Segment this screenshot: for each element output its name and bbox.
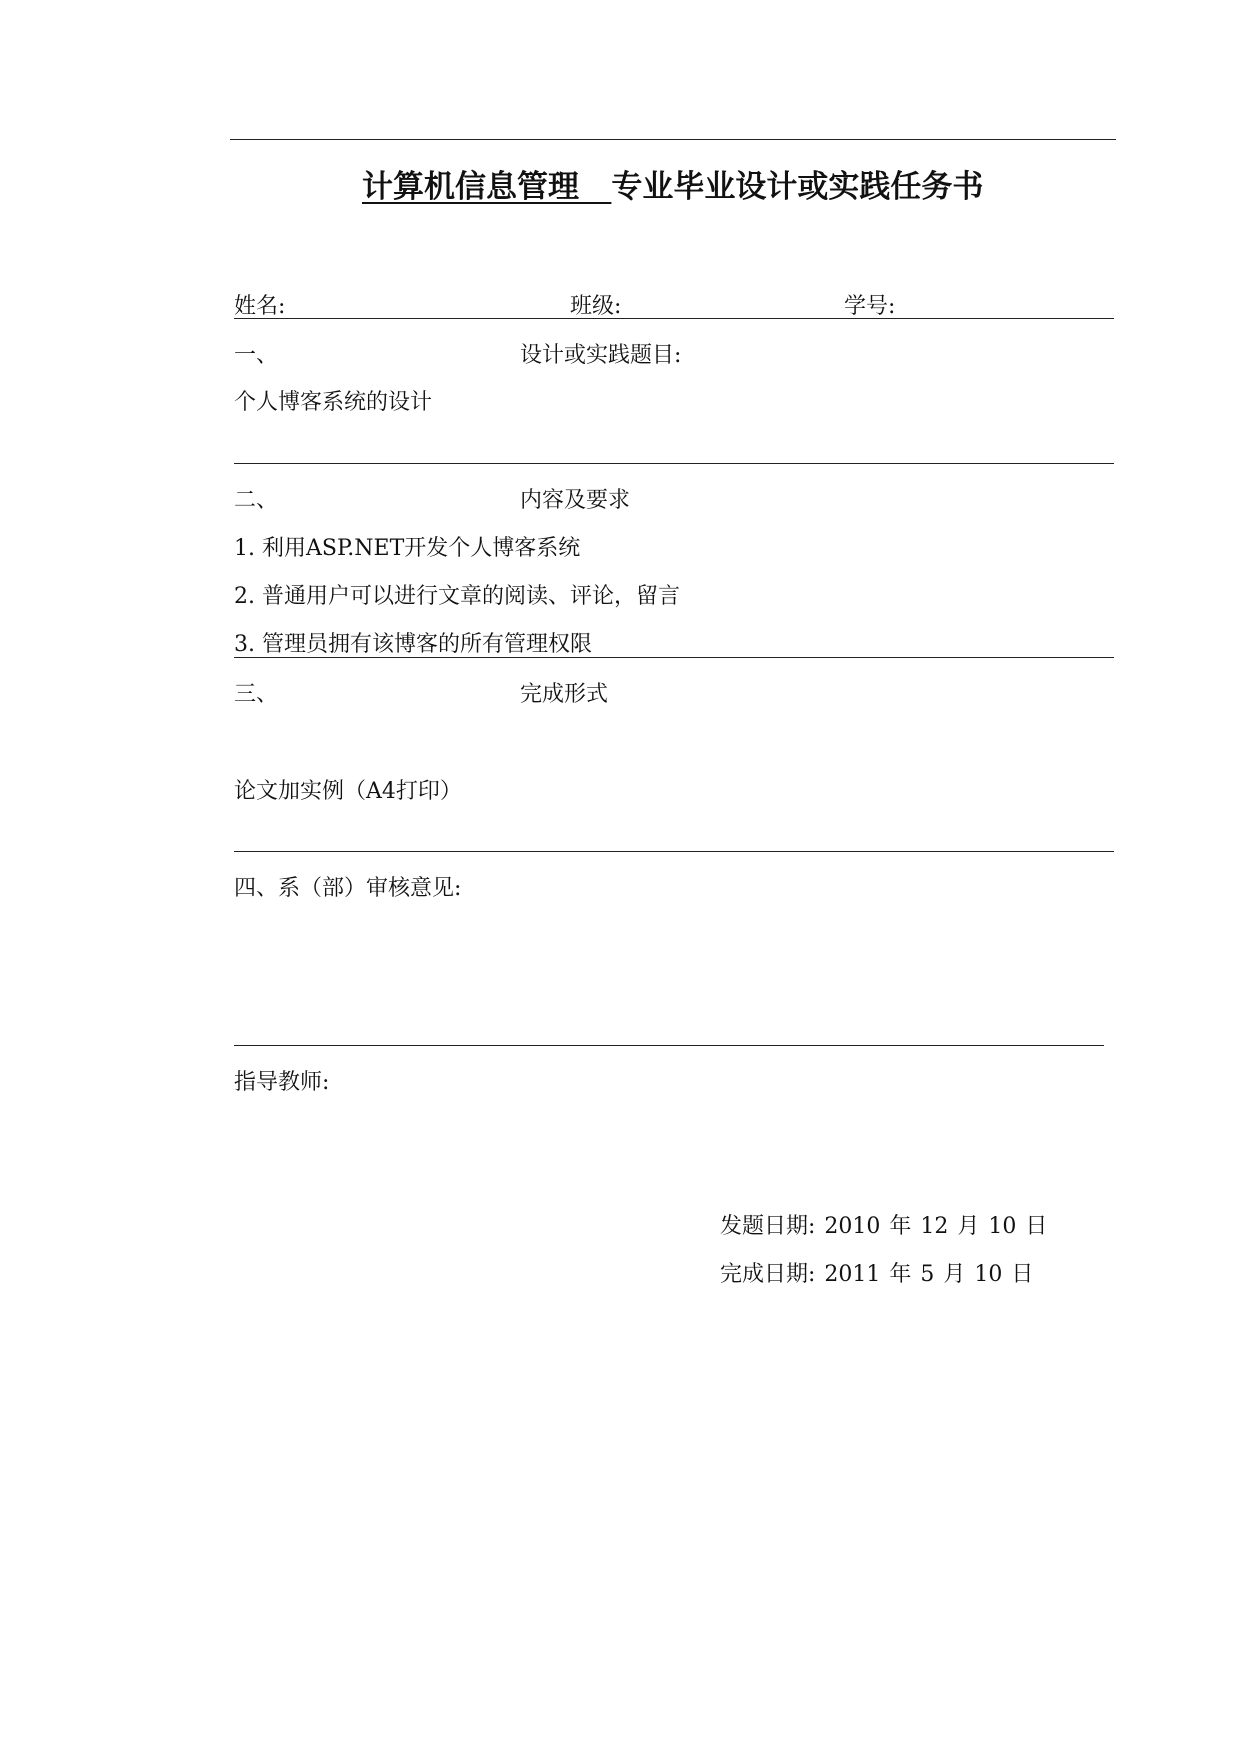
section1-rule (234, 463, 1114, 464)
section3-heading: 完成形式 (520, 682, 609, 707)
section3-content: 论文加实例（A4打印） (234, 779, 462, 804)
section2-rule (234, 657, 1114, 658)
section2-number: 二、 (234, 488, 279, 513)
section1-number: 一、 (234, 343, 279, 368)
student-id-label: 学号: (844, 294, 896, 319)
requirement-item: 3. 管理员拥有该博客的所有管理权限 (234, 632, 592, 657)
info-rule (234, 318, 1114, 319)
section4-rule (234, 1045, 1104, 1046)
section1-content: 个人博客系统的设计 (234, 390, 433, 415)
name-label: 姓名: (234, 294, 286, 319)
requirement-item: 1. 利用ASP.NET开发个人博客系统 (234, 536, 581, 561)
title-rest: 专业毕业设计或实践任务书 (611, 169, 984, 205)
section2-heading: 内容及要求 (520, 488, 631, 513)
section3-number: 三、 (234, 682, 279, 707)
class-label: 班级: (570, 294, 622, 319)
section4-heading: 四、系（部）审核意见: (234, 876, 462, 901)
issue-date: 发题日期: 2010 年 12 月 10 日 (720, 1214, 1048, 1239)
completion-date: 完成日期: 2011 年 5 月 10 日 (720, 1262, 1034, 1287)
requirement-item: 2. 普通用户可以进行文章的阅读、评论，留言 (234, 584, 680, 609)
section3-rule (234, 851, 1114, 852)
advisor-label: 指导教师: (234, 1070, 330, 1095)
title-major: 计算机信息管理 (362, 169, 579, 205)
section1-heading: 设计或实践题目: (520, 343, 682, 368)
document-title (362, 168, 983, 206)
top-rule (230, 139, 1116, 140)
